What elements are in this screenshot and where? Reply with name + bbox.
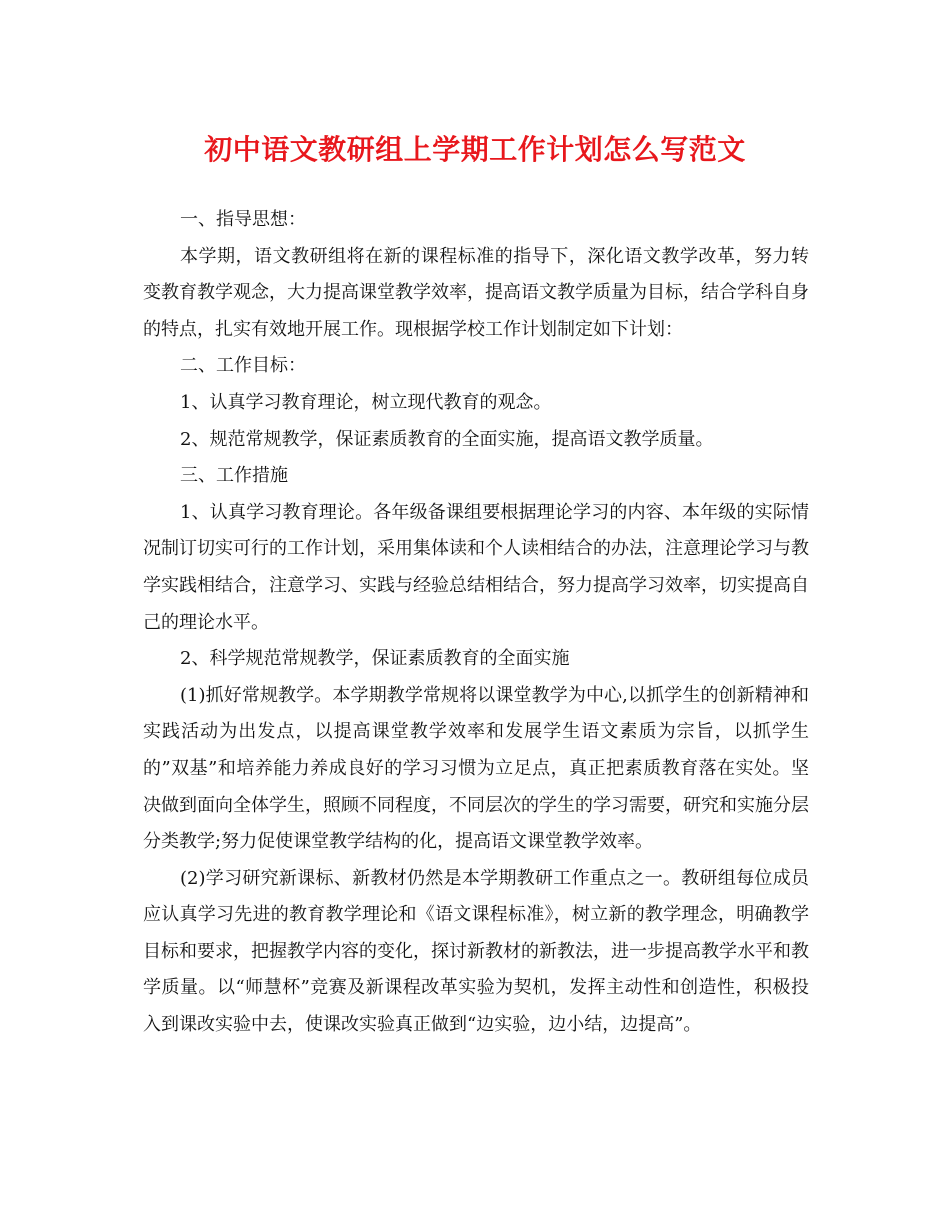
document-body xyxy=(143,202,809,1044)
measure-item-1: 1、认真学习教育理论。各年级备课组要根据理论学习的内容、本年级的实际情况制订切实可行的工作计划，采用集体读和个人读相结合的办法，注意理论学习与教学实践相结合，注意学习、实践与经验总结相结合，努力提高学习效率，切实提高自己的理论水平。 xyxy=(143,501,809,633)
measure-item-2-heading: 2、科学规范常规教学，保证素质教育的全面实施 xyxy=(180,648,570,670)
section-heading-guiding-thought: 一、指导思想： xyxy=(180,209,306,230)
goal-item-1: 1、认真学习教育理论，树立现代教育的观念。 xyxy=(180,391,552,413)
measure-subitem-1: (1)抓好常规教学。本学期教学常规将以课堂教学为中心,以抓学生的创新精神和实践活动为出发点，以提高课堂教学效率和发展学生语文素质为宗旨，以抓学生的”双基”和培养能力养成良好的学习习惯为立足点，真正把素质教育落在实处。坚决做到面向全体学生，照顾不同程度，不同层次的学生的学习需要，研究和实施分层分类教学;努力促使课堂教学结构的化，提高语文课堂教学效率。 xyxy=(143,684,809,853)
paragraph-intro: 本学期，语文教研组将在新的课程标准的指导下，深化语文教学改革，努力转变教育教学观念，大力提高课堂教学效率，提高语文教学质量为目标，结合学科自身的特点，扎实有效地开展工作。现根据学校工作计划制定如下计划： xyxy=(143,245,809,340)
measure-subitem-2: (2)学习研究新课标、新教材仍然是本学期教研工作重点之一。教研组每位成员应认真学习先进的教育教学理论和《语文课程标准》，树立新的教学理念，明确教学目标和要求，把握教学内容的变化，探讨新教材的新教法，进一步提高教学水平和教学质量。以“师慧杯”竞赛及新课程改革实验为契机，发挥主动性和创造性，积极投入到课改实验中去，使课改实验真正做到“边实验，边小结，边提高”。 xyxy=(143,867,809,1036)
document-title: 初中语文教研组上学期工作计划怎么写范文 xyxy=(204,133,746,166)
goal-item-2: 2、规范常规教学，保证素质教育的全面实施，提高语文教学质量。 xyxy=(180,428,714,450)
section-heading-work-goals: 二、工作目标： xyxy=(180,355,306,377)
section-heading-work-measures: 三、工作措施 xyxy=(180,465,288,487)
